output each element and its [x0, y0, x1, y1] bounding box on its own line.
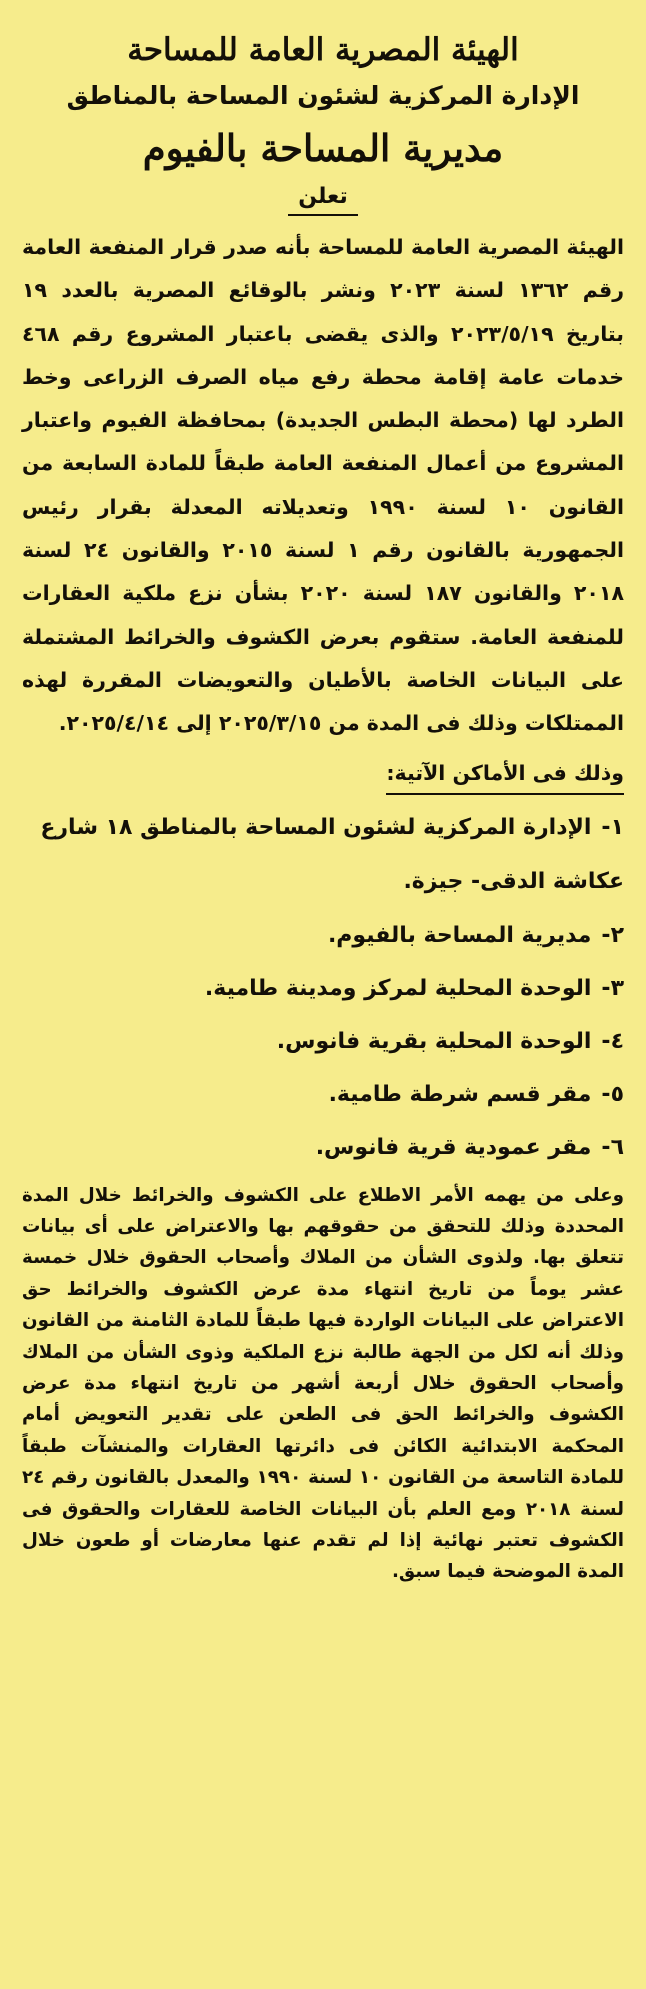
place-number: ٤-: [601, 1028, 624, 1054]
directorate-title: مديرية المساحة بالفيوم: [142, 126, 504, 170]
place-number: ٣-: [601, 975, 624, 1001]
list-item: [22, 1068, 624, 1121]
department-title: الإدارة المركزية لشئون المساحة بالمناطق: [66, 81, 580, 110]
place-number: ٥-: [601, 1081, 624, 1107]
closing-paragraph: وعلى من يهمه الأمر الاطلاع على الكشوف والخرائط خلال المدة المحددة وذلك للتحقق من حقوقهم بها والاعتراض على أى بيانات تتعلق بها. ولذوى الشأن من الملاك وأصحاب الحقوق خلال خمسة عشر يوماً من تاريخ انتهاء مدة عرض الكشوف والخرائط حق الاعتراض على البيانات الواردة فيها طبقاً للمادة الثامنة من القانون وذلك أنه لكل من الجهة طالبة نزع الملكية وذوى الشأن من الملاك وأصحاب الحقوق خلال أربعة أشهر من تاريخ انتهاء مدة عرض الكشوف والخرائط الحق فى الطعن على تقدير التعويض أمام المحكمة الابتدائية الكائن فى دائرتها العقارات والمنشآت طبقاً للمادة التاسعة من القانون ١٠ لسنة ١٩٩٠ والمعدل بالقانون رقم ٢٤ لسنة ٢٠١٨ ومع العلم بأن البيانات الخاصة للعقارات والحقوق فى الكشوف تعتبر نهائية إذا لم تقدم عنها معارضات أو طعون خلال المدة الموضحة فيما سبق.: [22, 1184, 624, 1583]
place-text: الوحدة المحلية لمركز ومدينة طامية.: [204, 975, 592, 1001]
place-text: مديرية المساحة بالفيوم.: [327, 922, 592, 948]
place-number: ١-: [601, 814, 624, 840]
main-paragraph: الهيئة المصرية العامة للمساحة بأنه صدر قرار المنفعة العامة رقم ١٣٦٢ لسنة ٢٠٢٣ ونشر بالوقائع المصرية بالعدد ١٩ بتاريخ ٢٠٢٣/٥/١٩ والذى يقضى باعتبار المشروع رقم ٤٦٨ خدمات عامة إقامة محطة رفع مياه الصرف الزراعى وخط الطرد لها (محطة البطس الجديدة) بمحافظة الفيوم واعتبار المشروع من أعمال المنفعة العامة طبقاً للمادة السابعة من القانون ١٠ لسنة ١٩٩٠ وتعديلاته المعدلة بقرار رئيس الجمهورية بالقانون رقم ١ لسنة ٢٠١٥ والقانون ٢٤ لسنة ٢٠١٨ والقانون ١٨٧ لسنة ٢٠٢٠ بشأن نزع ملكية العقارات للمنفعة العامة. ستقوم بعرض الكشوف والخرائط المشتملة على البيانات الخاصة بالأطيان والتعويضات المقررة لهذه الممتلكات وذلك فى المدة من ٢٠٢٥/٣/١٥ إلى ٢٠٢٥/٤/١٤.: [22, 235, 624, 736]
place-text: مقر عمودية قرية فانوس.: [315, 1134, 592, 1160]
places-heading: وذلك فى الأماكن الآتية:: [386, 754, 624, 795]
place-text: الإدارة المركزية لشئون المساحة بالمناطق ١٨ شارع عكاشة الدقى- جيزة.: [40, 814, 624, 894]
list-item: [22, 962, 624, 1015]
announcement-heading: [22, 182, 624, 216]
organization-title: الهيئة المصرية العامة للمساحة: [127, 32, 519, 68]
list-item: [22, 1121, 624, 1174]
list-item: [22, 1015, 624, 1068]
announcement-label: تعلن: [288, 182, 357, 216]
place-text: مقر قسم شرطة طامية.: [328, 1081, 592, 1107]
place-number: ٢-: [601, 922, 624, 948]
place-text: الوحدة المحلية بقرية فانوس.: [276, 1028, 592, 1054]
place-number: ٦-: [601, 1134, 624, 1160]
places-list: [22, 801, 624, 1174]
list-item: [22, 801, 624, 909]
header: [22, 28, 624, 216]
list-item: [22, 909, 624, 962]
